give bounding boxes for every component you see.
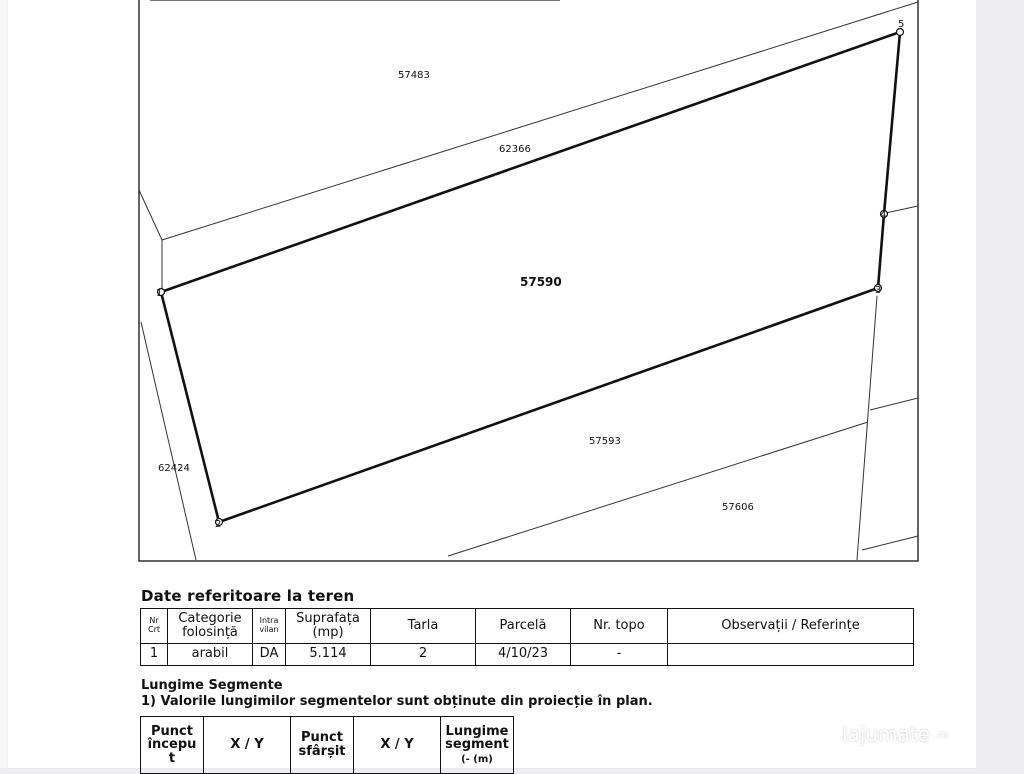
cell-observatii [668, 644, 914, 666]
point-label-5: 5 [898, 19, 905, 30]
parcel-label-57590: 57590 [520, 275, 562, 289]
cell-tarla: 2 [371, 644, 476, 666]
header-tarla: Tarla [371, 609, 476, 644]
header-xy-start: X / Y [204, 717, 291, 774]
parcel-label-57606: 57606 [722, 502, 754, 513]
header-parcela: Parcelă [476, 609, 571, 644]
watermark-text: lajumate [842, 722, 930, 746]
watermark-suffix: .ro [933, 727, 949, 741]
segments-table [140, 716, 514, 774]
boundary-line [857, 296, 877, 560]
header-lungime-line1: Lungime [445, 723, 509, 739]
header-punct-inceput-line3: t [168, 750, 176, 766]
table-row [141, 644, 914, 666]
boundary-line [862, 536, 918, 550]
boundary-road-left [139, 190, 162, 240]
header-punct-sfarsit-line2: sfârșit [298, 744, 346, 759]
boundary-line [870, 398, 918, 410]
boundary-road-62424 [141, 322, 196, 560]
segments-title: Lungime Segmente [141, 678, 283, 693]
table-header-row [141, 609, 914, 644]
cell-categorie: arabil [168, 644, 253, 666]
boundary-57606 [448, 422, 868, 556]
boundary-road-top [162, 2, 918, 240]
header-lungime-line2: segment [445, 737, 509, 753]
header-suprafata-line2: (mp) [312, 625, 344, 640]
header-xy-end: X / Y [354, 717, 441, 774]
segments-note: 1) Valorile lungimilor segmentelor sunt obținute din proiecție în plan. [141, 694, 653, 709]
header-lungime [441, 717, 514, 774]
cell-intravilan: DA [253, 644, 286, 666]
header-intravilan-line1: Intra [259, 616, 279, 626]
point-label-1: 1 [156, 288, 163, 299]
header-punct-sfarsit-line1: Punct [301, 730, 343, 746]
point-label-3: 3 [875, 285, 882, 296]
land-data-title: Date referitoare la teren [141, 587, 355, 605]
site-watermark [814, 722, 948, 746]
parcel-label-57483: 57483 [398, 70, 430, 81]
header-nr-crt-line2: Crt [147, 625, 160, 634]
header-intravilan-line2: vilan [259, 625, 279, 634]
header-intravilan [253, 609, 286, 644]
cell-parcela: 4/10/23 [476, 644, 571, 666]
cell-nr-crt: 1 [141, 644, 168, 666]
header-lungime-line3: (- (m) [461, 753, 493, 765]
land-data-table [140, 608, 914, 666]
segments-header-row [141, 717, 514, 774]
header-categorie-line2: folosință [182, 625, 238, 640]
cell-suprafata: 5.114 [286, 644, 371, 666]
header-suprafata [286, 609, 371, 644]
header-punct-inceput-line2: începu [147, 737, 197, 753]
header-suprafata-line1: Suprafața [296, 610, 360, 626]
point-label-4: 4 [880, 210, 887, 221]
header-punct-sfarsit [291, 717, 354, 774]
header-categorie [168, 609, 253, 644]
point-label-2: 2 [215, 519, 222, 530]
header-punct-inceput [141, 717, 204, 774]
header-nr-crt-line1: Nr [149, 616, 159, 626]
header-observatii: Observații / Referințe [668, 609, 914, 644]
parcel-label-62366: 62366 [499, 144, 531, 155]
header-nr-crt [141, 609, 168, 644]
parcel-label-57593: 57593 [589, 436, 621, 447]
parcel-label-62424: 62424 [158, 463, 190, 474]
header-punct-inceput-line1: Punct [151, 723, 193, 739]
cell-nr-topo: - [571, 644, 668, 666]
header-categorie-line1: Categorie [178, 610, 242, 626]
heart-logo-icon [814, 722, 838, 746]
header-nr-topo: Nr. topo [571, 609, 668, 644]
